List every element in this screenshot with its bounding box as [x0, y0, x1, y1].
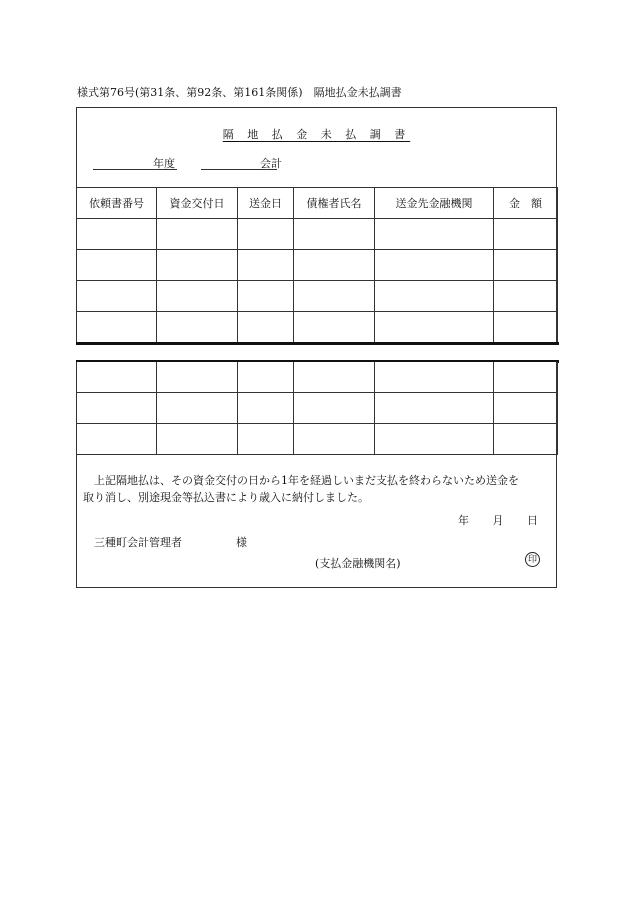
- table-cell[interactable]: [294, 362, 375, 393]
- table-cell[interactable]: [157, 424, 238, 455]
- statement-line-2: 取り消し、別途現金等払込書により歳入に納付しました。: [83, 491, 369, 504]
- table-cell[interactable]: [375, 424, 494, 455]
- table-cell[interactable]: [375, 281, 494, 312]
- date-day-label: 日: [527, 514, 538, 527]
- table-cell[interactable]: [77, 362, 157, 393]
- table-cell[interactable]: [375, 393, 494, 424]
- form-title: 隔 地 払 金 未 払 調 書: [222, 128, 411, 141]
- table-cell[interactable]: [77, 250, 157, 281]
- table-cell[interactable]: [77, 219, 157, 250]
- table-cell[interactable]: [375, 312, 494, 343]
- unpaid-items-table-upper: [76, 187, 558, 343]
- date-year-label: 年: [458, 514, 469, 527]
- table-cell[interactable]: [77, 424, 157, 455]
- table-cell[interactable]: [157, 393, 238, 424]
- table-row: [77, 250, 558, 281]
- table-cell[interactable]: [238, 281, 294, 312]
- table-cell[interactable]: [494, 281, 558, 312]
- date-month-label: 月: [492, 514, 504, 527]
- table-cell[interactable]: [494, 362, 558, 393]
- addressee-honorific: 様: [236, 536, 247, 549]
- table-cell[interactable]: [238, 219, 294, 250]
- account-label: 会計: [260, 157, 282, 170]
- column-header-bank: 送金先金融機関: [375, 188, 494, 219]
- table-row: [77, 219, 558, 250]
- table-cell[interactable]: [294, 312, 375, 343]
- table-cell[interactable]: [77, 281, 157, 312]
- table-cell[interactable]: [157, 219, 238, 250]
- table-cell[interactable]: [294, 393, 375, 424]
- table-cell[interactable]: [375, 219, 494, 250]
- table-cell[interactable]: [157, 281, 238, 312]
- table-row: [77, 312, 558, 343]
- table-row: [77, 281, 558, 312]
- table-cell[interactable]: [238, 250, 294, 281]
- addressee-line: [94, 534, 247, 550]
- table-cell[interactable]: [77, 393, 157, 424]
- table-cell[interactable]: [238, 424, 294, 455]
- table-cell[interactable]: [494, 312, 558, 343]
- column-header-creditor-name: 債権者氏名: [294, 188, 375, 219]
- table-cell[interactable]: [294, 281, 375, 312]
- paying-bank-label: (支払金融機関名): [315, 557, 401, 570]
- table-cell[interactable]: [77, 312, 157, 343]
- table-row: [77, 424, 558, 455]
- table-cell[interactable]: [238, 393, 294, 424]
- fiscal-year-label: 年度: [153, 157, 175, 170]
- table-cell[interactable]: [494, 424, 558, 455]
- table-cell[interactable]: [157, 362, 238, 393]
- statement-text: [83, 472, 548, 506]
- column-header-amount: 金 額: [494, 188, 558, 219]
- addressee-name: 三種町会計管理者: [94, 536, 182, 549]
- column-header-remit-date: 送金日: [238, 188, 294, 219]
- column-header-request-number: 依頼書番号: [77, 188, 157, 219]
- table-row: [77, 362, 558, 393]
- seal-icon: 印: [525, 552, 540, 567]
- table-cell[interactable]: [157, 312, 238, 343]
- table-row: [77, 393, 558, 424]
- table-cell[interactable]: [494, 393, 558, 424]
- table-header-row: [77, 188, 558, 219]
- form-frame-upper: [76, 107, 557, 345]
- fiscal-year-row: [93, 155, 556, 173]
- form-number-note: 様式第76号(第31条、第92条、第161条関係) 隔地払金未払調書: [77, 86, 402, 99]
- unpaid-items-table-lower: [76, 362, 558, 455]
- table-cell[interactable]: [294, 424, 375, 455]
- statement-line-1: 上記隔地払は、その資金交付の日から1年を経過しいまだ支払を終わらないため送金を: [94, 474, 519, 487]
- table-cell[interactable]: [238, 362, 294, 393]
- table-cell[interactable]: [157, 250, 238, 281]
- date-line: [458, 512, 538, 528]
- table-break-line-upper: [76, 342, 559, 345]
- table-cell[interactable]: [238, 312, 294, 343]
- column-header-fund-date: 資金交付日: [157, 188, 238, 219]
- table-cell[interactable]: [375, 250, 494, 281]
- table-cell[interactable]: [294, 219, 375, 250]
- table-cell[interactable]: [375, 362, 494, 393]
- form-frame-lower: [76, 362, 557, 588]
- table-cell[interactable]: [494, 250, 558, 281]
- table-cell[interactable]: [294, 250, 375, 281]
- table-cell[interactable]: [494, 219, 558, 250]
